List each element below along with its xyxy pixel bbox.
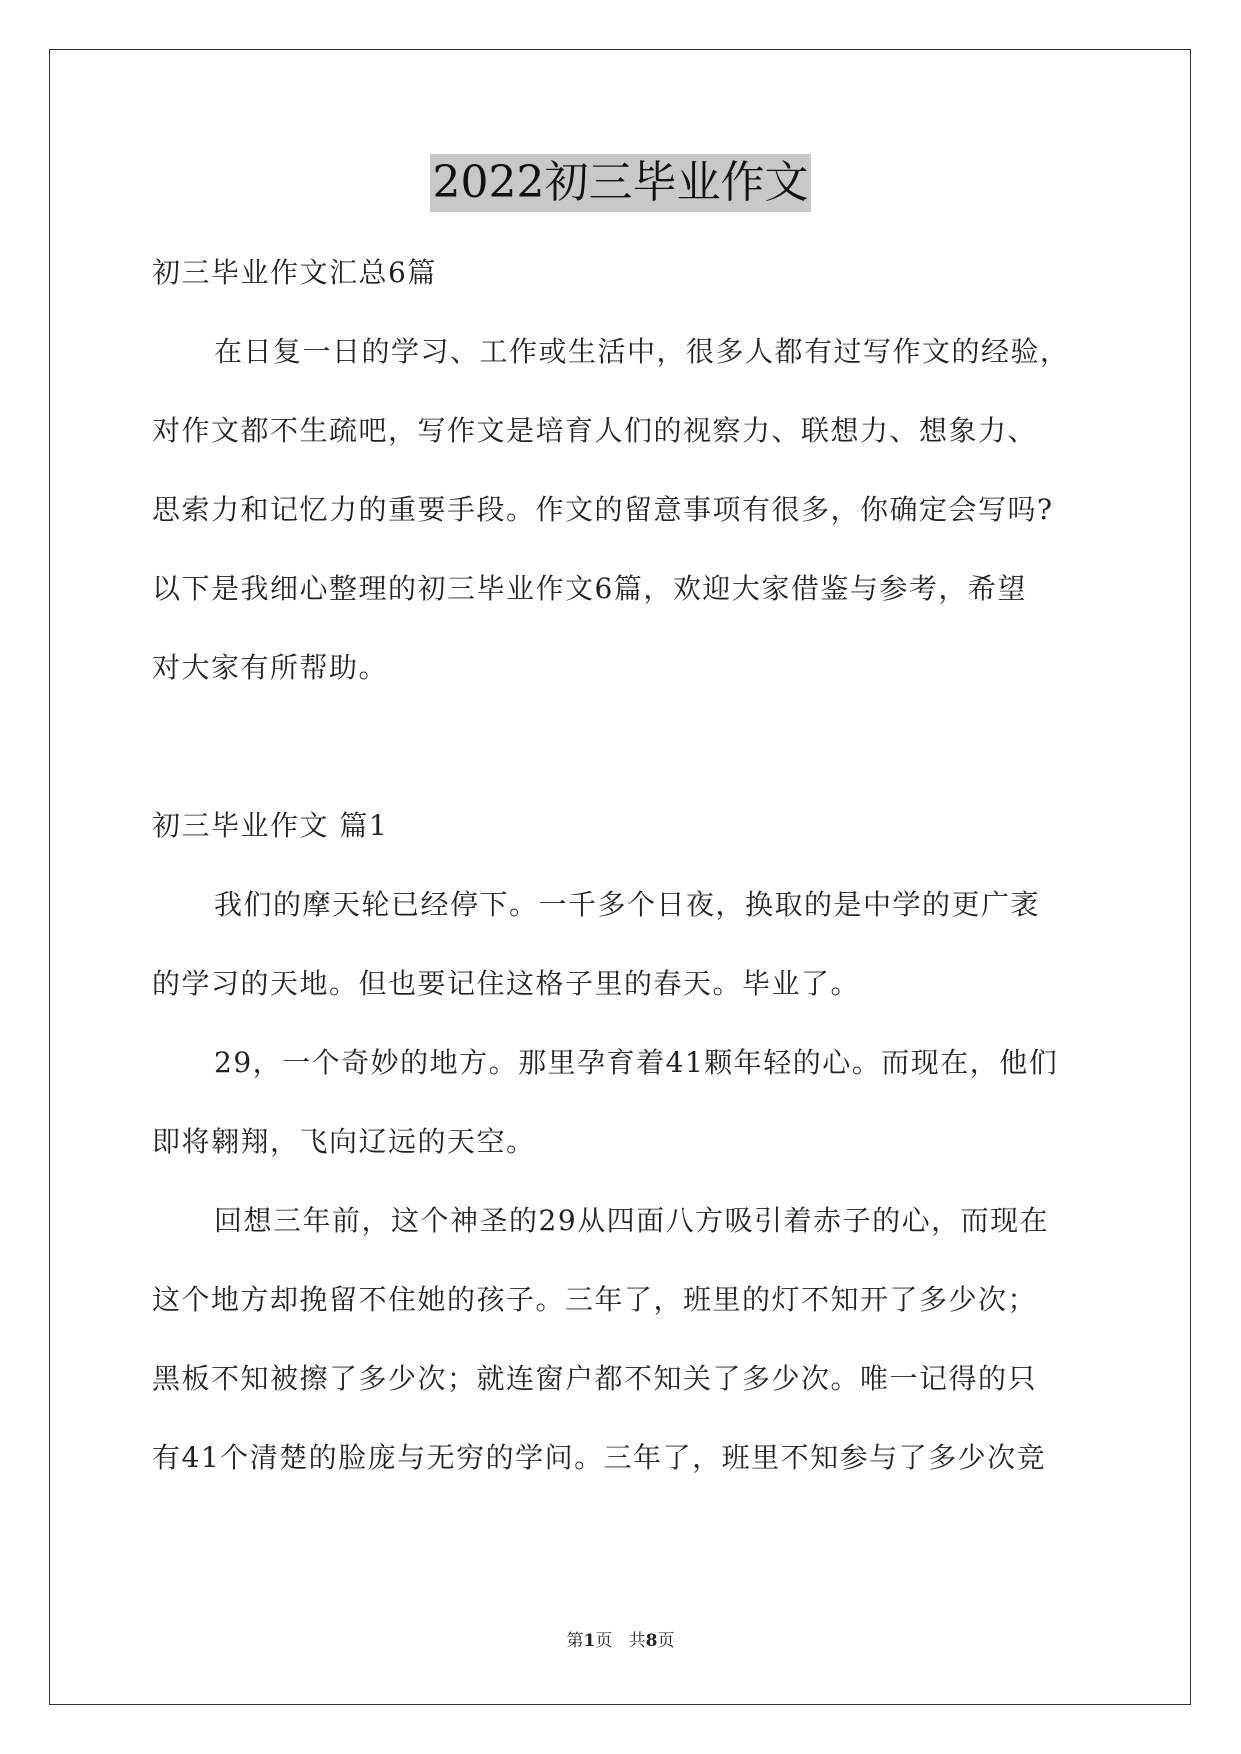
document-body xyxy=(152,233,1092,1497)
text-line: 这个地方却挽留不住她的孩子。三年了，班里的灯不知开了多少次； xyxy=(152,1283,1038,1316)
current-page-number: 1 xyxy=(583,1631,596,1651)
text-line: 初三毕业作文 篇1 xyxy=(152,809,389,842)
text-line: 我们的摩天轮已经停下。一千多个日夜，换取的是中学的更广袤 xyxy=(214,888,1041,921)
text-line: 思索力和记忆力的重要手段。作文的留意事项有很多，你确定会写吗? xyxy=(152,493,1054,526)
footer-suffix: 页 xyxy=(657,1631,675,1651)
document-title: 2022初三毕业作文 xyxy=(430,154,812,212)
text-line: 对大家有所帮助。 xyxy=(152,651,389,684)
text-line: 的学习的天地。但也要记住这格子里的春天。毕业了。 xyxy=(152,967,861,1000)
text-line: 29，一个奇妙的地方。那里孕育着41颗年轻的心。而现在，他们 xyxy=(214,1046,1059,1079)
text-line: 对作文都不生疏吧，写作文是培育人们的视察力、联想力、想象力、 xyxy=(152,414,1038,447)
text-line: 在日复一日的学习、工作或生活中，很多人都有过写作文的经验， xyxy=(214,335,1070,368)
text-line: 黑板不知被擦了多少次；就连窗户都不知关了多少次。唯一记得的只 xyxy=(152,1362,1038,1395)
text-line: 回想三年前，这个神圣的29从四面八方吸引着赤子的心，而现在 xyxy=(214,1204,1050,1237)
total-page-number: 8 xyxy=(645,1631,658,1651)
text-line: 即将翱翔，飞向辽远的天空。 xyxy=(152,1125,536,1158)
paragraph-gap xyxy=(152,707,1092,786)
footer-prefix: 第 xyxy=(566,1631,584,1651)
footer-mid: 页 共 xyxy=(595,1631,646,1651)
text-line: 初三毕业作文汇总6篇 xyxy=(152,256,437,289)
text-line: 有41个清楚的脸庞与无穷的学问。三年了，班里不知参与了多少次竞 xyxy=(152,1441,1047,1474)
page-footer xyxy=(0,1626,1241,1651)
title-container xyxy=(0,154,1241,212)
text-line: 以下是我细心整理的初三毕业作文6篇，欢迎大家借鉴与参考，希望 xyxy=(152,572,1027,605)
